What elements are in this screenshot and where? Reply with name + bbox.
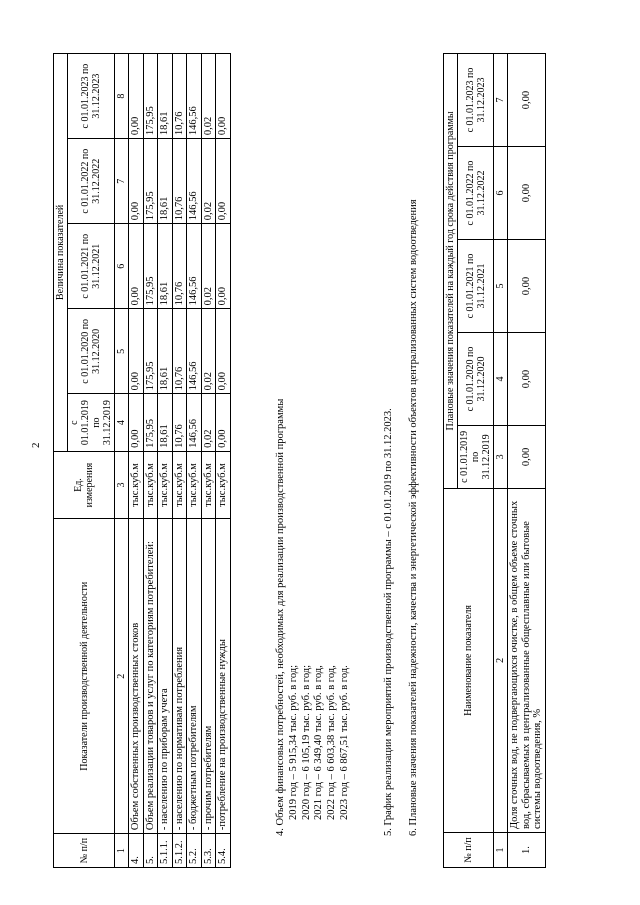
header-period: с 01.01.2020 по 31.12.2020 [458,333,494,426]
row-value: 18,61 [158,394,173,451]
row-value: 0,00 [508,333,546,426]
planned-values-heading: 6. Плановые значения показателей надежности, качества и энергетической эффективности объектов централизованных систем водоотведения [408,199,419,836]
row-indicator: Объем собственных производственных стоков [129,519,144,834]
row-value: 0,00 [508,240,546,333]
header-period: с 01.01.2021 по 31.12.2021 [458,240,494,333]
col-number: 7 [115,139,129,224]
header-period: с 01.01.2022 по 31.12.2022 [68,139,115,224]
row-indicator: -потребление на производственные нужды [216,519,231,834]
finance-line: 2021 год – 6 349,40 тыс. руб. в год, [313,665,325,820]
financial-needs-section [275,53,352,868]
table-row [172,54,187,868]
row-value: 175,95 [143,54,158,139]
finance-line: 2019 год – 5 915,34 тыс. руб. в год; [287,664,299,820]
row-value: 0,00 [216,139,231,224]
row-value: 18,61 [158,54,173,139]
header-group: Величина показателей [54,54,68,452]
row-value: 0,02 [201,54,216,139]
row-name: Доля сточных вод, не подвергающихся очистке, в общем объеме сточных вод, сбрасываемых в централизованные общесплавные или бытовые системы водоотведения, % [508,488,546,832]
row-unit: тыс.куб.м [216,451,231,518]
row-value: 175,95 [143,394,158,451]
finance-line: 2022 год – 6 603,38 тыс. руб. в год, [326,665,338,820]
header-unit: Ед. измерения [54,451,115,518]
row-value: 146,56 [187,309,202,394]
row-value: 0,00 [508,426,546,489]
row-value: 146,56 [187,394,202,451]
row-value: 0,00 [129,309,144,394]
row-value: 0,00 [508,54,546,147]
table-row [201,54,216,868]
header-indicator: Показатели производственной деятельности [54,519,115,834]
row-value: 0,00 [129,394,144,451]
row-unit: тыс.куб.м [129,451,144,518]
row-value: 0,00 [129,139,144,224]
header-num: № п/п [444,832,494,867]
row-value: 10,76 [172,309,187,394]
col-number: 3 [494,426,508,489]
row-value: 18,61 [158,139,173,224]
row-value: 10,76 [172,394,187,451]
row-value: 10,76 [172,224,187,309]
section-heading: 4. Объем финансовых потребностей, необходимых для реализации производственной программы [275,398,286,836]
row-value: 0,02 [201,224,216,309]
row-num: 5. [143,834,158,868]
col-number: 1 [115,834,129,868]
row-value: 175,95 [143,309,158,394]
row-value: 0,02 [201,139,216,224]
page-number: 2 [30,442,42,448]
col-number: 7 [494,54,508,147]
col-number: 2 [494,488,508,832]
table-row [129,54,144,868]
col-number: 6 [115,224,129,309]
row-unit: тыс.куб.м [187,451,202,518]
row-value: 175,95 [143,139,158,224]
header-period: с 01.01.2022 по 31.12.2022 [458,147,494,240]
finance-line: 2023 год – 6 867,51 тыс. руб. в год. [338,665,350,820]
row-unit: тыс.куб.м [172,451,187,518]
header-name: Наименование показателя [444,488,494,832]
row-num: 5.1.1. [158,834,173,868]
row-num: 5.4. [216,834,231,868]
col-number: 8 [115,54,129,139]
row-value: 0,02 [201,394,216,451]
row-num: 5.2. [187,834,202,868]
table-row [216,54,231,868]
row-value: 0,00 [216,54,231,139]
header-period: с 01.01.2021 по 31.12.2021 [68,224,115,309]
row-indicator: - населению по приборам учета [158,519,173,834]
table-row [508,54,546,868]
col-number: 4 [115,394,129,451]
row-value: 0,02 [201,309,216,394]
row-value: 146,56 [187,139,202,224]
schedule-section: 5. График реализации мероприятий производственной программы – с 01.01.2019 по 31.12.2023. [383,408,394,836]
header-period: с 01.01.2023 по 31.12.2023 [68,54,115,139]
header-period: с 01.01.2019 по 31.12.2019 [68,394,115,451]
finance-line: 2020 год – 6 105,19 тыс. руб. в год; [300,664,312,820]
col-number: 6 [494,147,508,240]
row-value: 175,95 [143,224,158,309]
row-value: 18,61 [158,224,173,309]
row-value: 0,00 [216,224,231,309]
col-number: 3 [115,451,129,518]
row-unit: тыс.куб.м [158,451,173,518]
header-group: Плановые значения показателей на каждый год срока действия программы [444,54,458,489]
planned-values-table [443,53,546,868]
row-value: 146,56 [187,54,202,139]
header-period: с 01.01.2020 по 31.12.2020 [68,309,115,394]
col-number: 5 [115,309,129,394]
row-value: 0,00 [129,224,144,309]
row-indicator: - бюджетным потребителям [187,519,202,834]
row-value: 0,00 [216,309,231,394]
col-number: 1 [494,832,508,867]
row-value: 0,00 [508,147,546,240]
row-indicator: - населению по нормативам потребления [172,519,187,834]
header-period: с 01.01.2023 по 31.12.2023 [458,54,494,147]
row-unit: тыс.куб.м [143,451,158,518]
row-unit: тыс.куб.м [201,451,216,518]
production-indicators-table [53,53,231,868]
row-value: 18,61 [158,309,173,394]
col-number: 2 [115,519,129,834]
row-value: 0,00 [216,394,231,451]
row-value: 0,00 [129,54,144,139]
header-period: с 01.01.2019 по 31.12.2019 [458,426,494,489]
row-num: 5.1.2. [172,834,187,868]
rotated-page-content [53,48,544,868]
col-number: 4 [494,333,508,426]
table-row [143,54,158,868]
header-num: № п/п [54,834,115,868]
row-num: 5.3. [201,834,216,868]
row-indicator: Объем реализации товаров и услуг по категориям потребителей: [143,519,158,834]
table-row [187,54,202,868]
row-value: 146,56 [187,224,202,309]
row-value: 10,76 [172,54,187,139]
row-value: 10,76 [172,139,187,224]
table-row [158,54,173,868]
row-num: 4. [129,834,144,868]
row-num: 1. [508,832,546,867]
row-indicator: - прочим потребителям [201,519,216,834]
col-number: 5 [494,240,508,333]
